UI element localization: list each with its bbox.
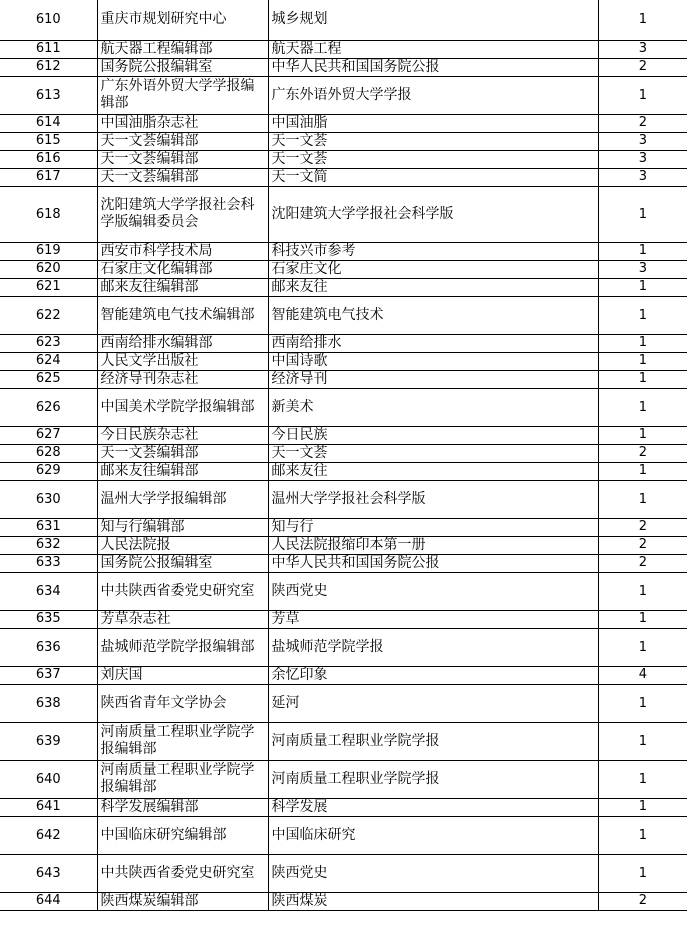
organization-cell: 邮来友往编辑部 xyxy=(97,278,268,296)
publication-cell: 盐城师范学院学报 xyxy=(268,628,598,666)
quantity-cell: 1 xyxy=(598,610,687,628)
quantity-cell: 3 xyxy=(598,40,687,58)
quantity-cell: 2 xyxy=(598,518,687,536)
quantity-cell: 1 xyxy=(598,426,687,444)
publication-cell: 科学发展 xyxy=(268,798,598,816)
row-number-cell: 632 xyxy=(0,536,97,554)
table-row xyxy=(0,370,687,388)
quantity-cell: 2 xyxy=(598,536,687,554)
quantity-cell: 1 xyxy=(598,370,687,388)
quantity-cell: 1 xyxy=(598,76,687,114)
table-row xyxy=(0,480,687,518)
table-row xyxy=(0,628,687,666)
quantity-cell: 1 xyxy=(598,296,687,334)
row-number-cell: 619 xyxy=(0,242,97,260)
organization-cell: 盐城师范学院学报编辑部 xyxy=(97,628,268,666)
quantity-cell: 2 xyxy=(598,444,687,462)
publication-cell: 河南质量工程职业学院学报 xyxy=(268,760,598,798)
table-row xyxy=(0,518,687,536)
quantity-cell: 1 xyxy=(598,278,687,296)
row-number-cell: 617 xyxy=(0,168,97,186)
table-row xyxy=(0,0,687,40)
publication-cell: 天一文荟 xyxy=(268,132,598,150)
table-row xyxy=(0,58,687,76)
organization-cell: 天一文荟编辑部 xyxy=(97,150,268,168)
quantity-cell: 2 xyxy=(598,892,687,910)
publication-cell: 经济导刊 xyxy=(268,370,598,388)
table-row xyxy=(0,462,687,480)
table-row xyxy=(0,572,687,610)
row-number-cell: 638 xyxy=(0,684,97,722)
organization-cell: 陕西省青年文学协会 xyxy=(97,684,268,722)
publication-cell: 天一文荟 xyxy=(268,150,598,168)
row-number-cell: 639 xyxy=(0,722,97,760)
row-number-cell: 625 xyxy=(0,370,97,388)
quantity-cell: 2 xyxy=(598,554,687,572)
table-row xyxy=(0,334,687,352)
row-number-cell: 640 xyxy=(0,760,97,798)
quantity-cell: 3 xyxy=(598,168,687,186)
organization-cell: 知与行编辑部 xyxy=(97,518,268,536)
organization-cell: 陕西煤炭编辑部 xyxy=(97,892,268,910)
quantity-cell: 1 xyxy=(598,854,687,892)
publication-cell: 石家庄文化 xyxy=(268,260,598,278)
row-number-cell: 626 xyxy=(0,388,97,426)
organization-cell: 天一文荟编辑部 xyxy=(97,168,268,186)
table-row xyxy=(0,444,687,462)
row-number-cell: 641 xyxy=(0,798,97,816)
organization-cell: 沈阳建筑大学学报社会科学版编辑委员会 xyxy=(97,186,268,242)
organization-cell: 智能建筑电气技术编辑部 xyxy=(97,296,268,334)
publication-cell: 广东外语外贸大学学报 xyxy=(268,76,598,114)
row-number-cell: 621 xyxy=(0,278,97,296)
quantity-cell: 3 xyxy=(598,260,687,278)
publication-cell: 智能建筑电气技术 xyxy=(268,296,598,334)
organization-cell: 经济导刊杂志社 xyxy=(97,370,268,388)
quantity-cell: 3 xyxy=(598,132,687,150)
quantity-cell: 1 xyxy=(598,352,687,370)
table-row xyxy=(0,816,687,854)
quantity-cell: 2 xyxy=(598,58,687,76)
row-number-cell: 611 xyxy=(0,40,97,58)
organization-cell: 航天器工程编辑部 xyxy=(97,40,268,58)
row-number-cell: 629 xyxy=(0,462,97,480)
table-row xyxy=(0,242,687,260)
row-number-cell: 623 xyxy=(0,334,97,352)
row-number-cell: 628 xyxy=(0,444,97,462)
table-row xyxy=(0,352,687,370)
quantity-cell: 1 xyxy=(598,0,687,40)
publication-cell: 延河 xyxy=(268,684,598,722)
publication-cell: 邮来友往 xyxy=(268,462,598,480)
organization-cell: 石家庄文化编辑部 xyxy=(97,260,268,278)
table-row xyxy=(0,854,687,892)
organization-cell: 今日民族杂志社 xyxy=(97,426,268,444)
row-number-cell: 612 xyxy=(0,58,97,76)
organization-cell: 国务院公报编辑室 xyxy=(97,554,268,572)
publication-cell: 科技兴市参考 xyxy=(268,242,598,260)
table-row xyxy=(0,278,687,296)
row-number-cell: 624 xyxy=(0,352,97,370)
quantity-cell: 1 xyxy=(598,722,687,760)
row-number-cell: 618 xyxy=(0,186,97,242)
row-number-cell: 627 xyxy=(0,426,97,444)
quantity-cell: 4 xyxy=(598,666,687,684)
publication-cell: 温州大学学报社会科学版 xyxy=(268,480,598,518)
row-number-cell: 610 xyxy=(0,0,97,40)
row-number-cell: 630 xyxy=(0,480,97,518)
publication-cell: 中国诗歌 xyxy=(268,352,598,370)
organization-cell: 中共陕西省委党史研究室 xyxy=(97,572,268,610)
table-row xyxy=(0,722,687,760)
quantity-cell: 1 xyxy=(598,572,687,610)
table-row xyxy=(0,536,687,554)
organization-cell: 科学发展编辑部 xyxy=(97,798,268,816)
row-number-cell: 615 xyxy=(0,132,97,150)
publication-cell: 余忆印象 xyxy=(268,666,598,684)
table-row xyxy=(0,260,687,278)
row-number-cell: 635 xyxy=(0,610,97,628)
publication-cell: 河南质量工程职业学院学报 xyxy=(268,722,598,760)
quantity-cell: 1 xyxy=(598,388,687,426)
organization-cell: 西南给排水编辑部 xyxy=(97,334,268,352)
table-row xyxy=(0,892,687,910)
publication-cell: 陕西煤炭 xyxy=(268,892,598,910)
table-row xyxy=(0,114,687,132)
quantity-cell: 1 xyxy=(598,816,687,854)
table-row xyxy=(0,168,687,186)
row-number-cell: 642 xyxy=(0,816,97,854)
row-number-cell: 631 xyxy=(0,518,97,536)
publication-cell: 中华人民共和国国务院公报 xyxy=(268,58,598,76)
row-number-cell: 616 xyxy=(0,150,97,168)
table-row xyxy=(0,760,687,798)
publication-cell: 人民法院报缩印本第一册 xyxy=(268,536,598,554)
organization-cell: 人民文学出版社 xyxy=(97,352,268,370)
organization-cell: 天一文荟编辑部 xyxy=(97,444,268,462)
quantity-cell: 1 xyxy=(598,798,687,816)
table-row xyxy=(0,554,687,572)
table-row xyxy=(0,666,687,684)
row-number-cell: 637 xyxy=(0,666,97,684)
organization-cell: 重庆市规划研究中心 xyxy=(97,0,268,40)
table-row xyxy=(0,684,687,722)
table-row xyxy=(0,610,687,628)
quantity-cell: 1 xyxy=(598,186,687,242)
quantity-cell: 2 xyxy=(598,114,687,132)
quantity-cell: 1 xyxy=(598,684,687,722)
publication-cell: 沈阳建筑大学学报社会科学版 xyxy=(268,186,598,242)
table-row xyxy=(0,426,687,444)
organization-cell: 国务院公报编辑室 xyxy=(97,58,268,76)
row-number-cell: 643 xyxy=(0,854,97,892)
publication-cell: 航天器工程 xyxy=(268,40,598,58)
table-row xyxy=(0,186,687,242)
table-row xyxy=(0,388,687,426)
row-number-cell: 633 xyxy=(0,554,97,572)
row-number-cell: 636 xyxy=(0,628,97,666)
row-number-cell: 614 xyxy=(0,114,97,132)
organization-cell: 中国美术学院学报编辑部 xyxy=(97,388,268,426)
table-row xyxy=(0,296,687,334)
organization-cell: 广东外语外贸大学学报编辑部 xyxy=(97,76,268,114)
publication-cell: 天一文荟 xyxy=(268,444,598,462)
table-row xyxy=(0,40,687,58)
row-number-cell: 613 xyxy=(0,76,97,114)
quantity-cell: 1 xyxy=(598,242,687,260)
quantity-cell: 1 xyxy=(598,760,687,798)
publication-cell: 中华人民共和国国务院公报 xyxy=(268,554,598,572)
quantity-cell: 1 xyxy=(598,462,687,480)
row-number-cell: 620 xyxy=(0,260,97,278)
organization-cell: 中国油脂杂志社 xyxy=(97,114,268,132)
publication-cell: 城乡规划 xyxy=(268,0,598,40)
organization-cell: 芳草杂志社 xyxy=(97,610,268,628)
organization-cell: 天一文荟编辑部 xyxy=(97,132,268,150)
organization-cell: 邮来友往编辑部 xyxy=(97,462,268,480)
row-number-cell: 622 xyxy=(0,296,97,334)
organization-cell: 人民法院报 xyxy=(97,536,268,554)
table-row xyxy=(0,76,687,114)
organization-cell: 河南质量工程职业学院学报编辑部 xyxy=(97,760,268,798)
publication-cell: 陕西党史 xyxy=(268,854,598,892)
organization-cell: 河南质量工程职业学院学报编辑部 xyxy=(97,722,268,760)
organization-cell: 刘庆国 xyxy=(97,666,268,684)
publication-cell: 西南给排水 xyxy=(268,334,598,352)
organization-cell: 中国临床研究编辑部 xyxy=(97,816,268,854)
quantity-cell: 3 xyxy=(598,150,687,168)
table-row xyxy=(0,132,687,150)
publication-cell: 邮来友往 xyxy=(268,278,598,296)
publication-cell: 中国临床研究 xyxy=(268,816,598,854)
publication-cell: 天一文简 xyxy=(268,168,598,186)
publication-cell: 新美术 xyxy=(268,388,598,426)
row-number-cell: 644 xyxy=(0,892,97,910)
organization-cell: 中共陕西省委党史研究室 xyxy=(97,854,268,892)
publication-cell: 陕西党史 xyxy=(268,572,598,610)
organization-cell: 西安市科学技术局 xyxy=(97,242,268,260)
table-row xyxy=(0,798,687,816)
publication-cell: 知与行 xyxy=(268,518,598,536)
publication-cell: 中国油脂 xyxy=(268,114,598,132)
publication-cell: 芳草 xyxy=(268,610,598,628)
quantity-cell: 1 xyxy=(598,628,687,666)
organization-cell: 温州大学学报编辑部 xyxy=(97,480,268,518)
quantity-cell: 1 xyxy=(598,480,687,518)
row-number-cell: 634 xyxy=(0,572,97,610)
table-row xyxy=(0,150,687,168)
quantity-cell: 1 xyxy=(598,334,687,352)
publication-cell: 今日民族 xyxy=(268,426,598,444)
